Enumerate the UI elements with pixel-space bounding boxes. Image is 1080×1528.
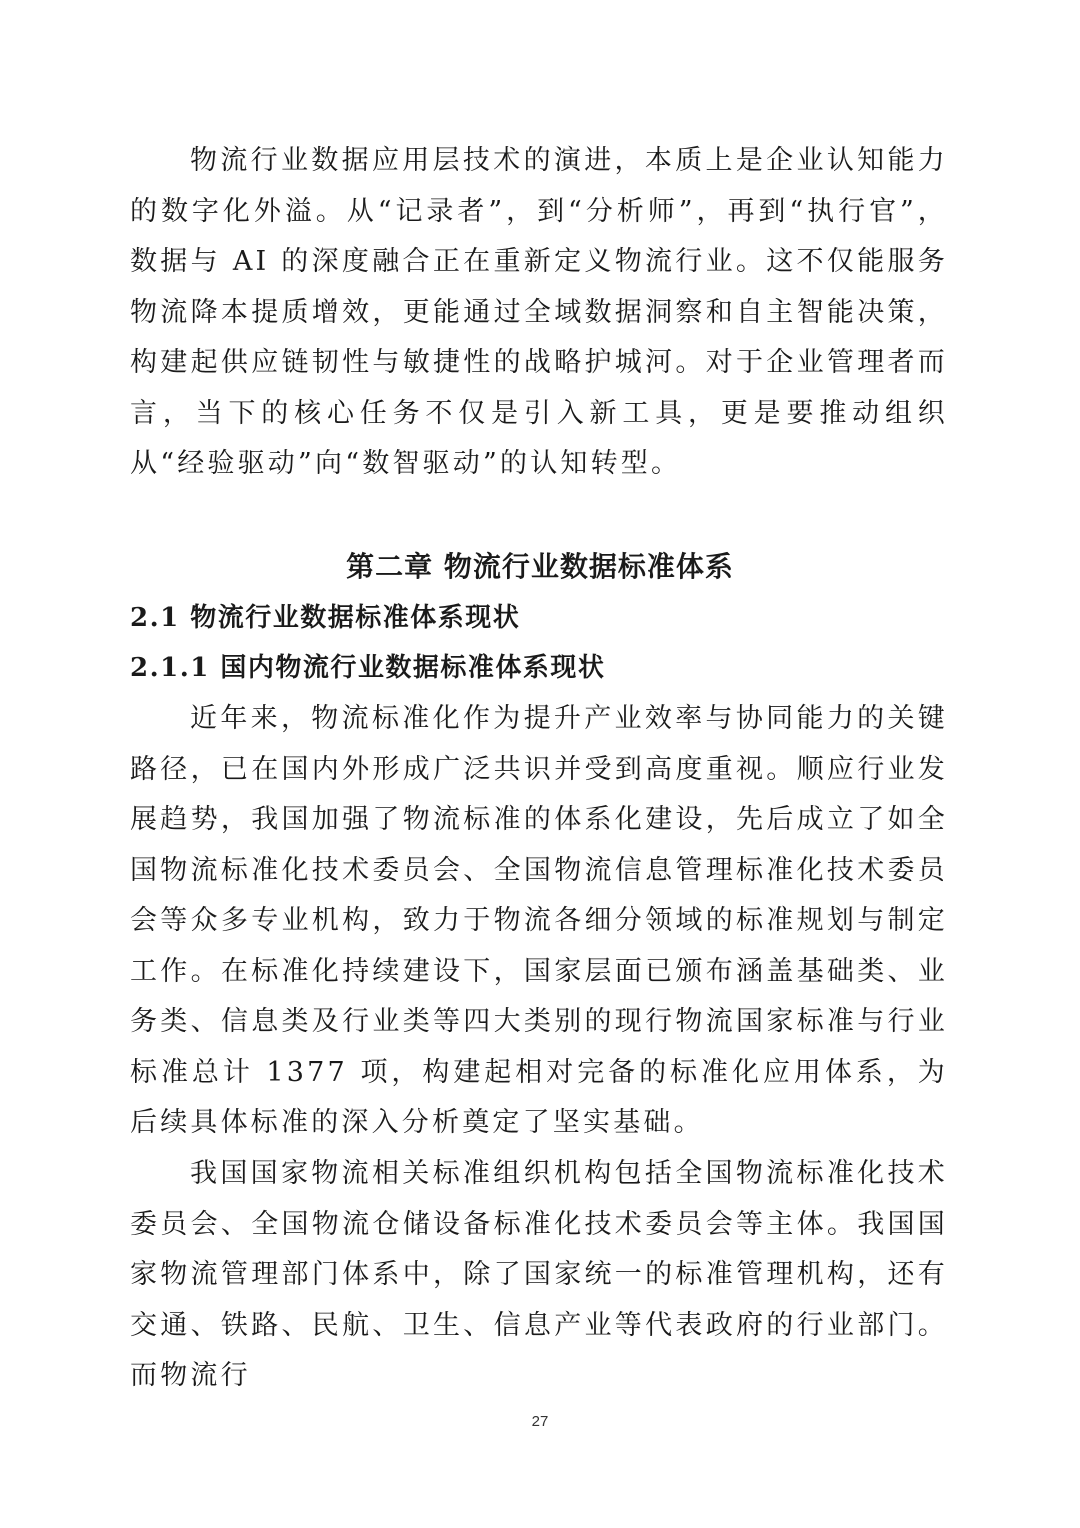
section-heading: 2.1 物流行业数据标准体系现状 bbox=[130, 603, 521, 633]
page-number: 27 bbox=[531, 1413, 549, 1430]
chapter-title: 第二章 物流行业数据标准体系 bbox=[346, 550, 734, 583]
domestic-standards-paragraph: 近年来，物流标准化作为提升产业效率与协同能力的关键路径，已在国内外形成广泛共识并受到高度重视。顺应行业发展趋势，我国加强了物流标准的体系化建设，先后成立了如全国物流标准化技术委员会、全国物流信息管理标准化技术委员会等众多专业机构，致力于物流各细分领域的标准规划与制定工作。在标准化持续建设下，国家层面已颁布涵盖基础类、业务类、信息类及行业类等四大类别的现行物流国家标准与行业标准总计 1377 项，构建起相对完备的标准化应用体系，为后续具体标准的深入分析奠定了坚实基础。 bbox=[130, 703, 948, 1138]
organizations-paragraph: 我国国家物流相关标准组织机构包括全国物流标准化技术委员会、全国物流仓储设备标准化技术委员会等主体。我国国家物流管理部门体系中，除了国家统一的标准管理机构，还有交通、铁路、民航、卫生、信息产业等代表政府的行业部门。而物流行 bbox=[130, 1158, 948, 1391]
intro-paragraph: 物流行业数据应用层技术的演进，本质上是企业认知能力的数字化外溢。从“记录者”，到“分析师”，再到“执行官”，数据与 AI 的深度融合正在重新定义物流行业。这不仅能服务物流降本提质增效，更能通过全域数据洞察和自主智能决策，构建起供应链韧性与敏捷性的战略护城河。对于企业管理者而言，当下的核心任务不仅是引入新工具，更是要推动组织从“经验驱动”向“数智驱动”的认知转型。 bbox=[130, 145, 948, 479]
subsection-heading: 2.1.1 国内物流行业数据标准体系现状 bbox=[130, 653, 606, 683]
